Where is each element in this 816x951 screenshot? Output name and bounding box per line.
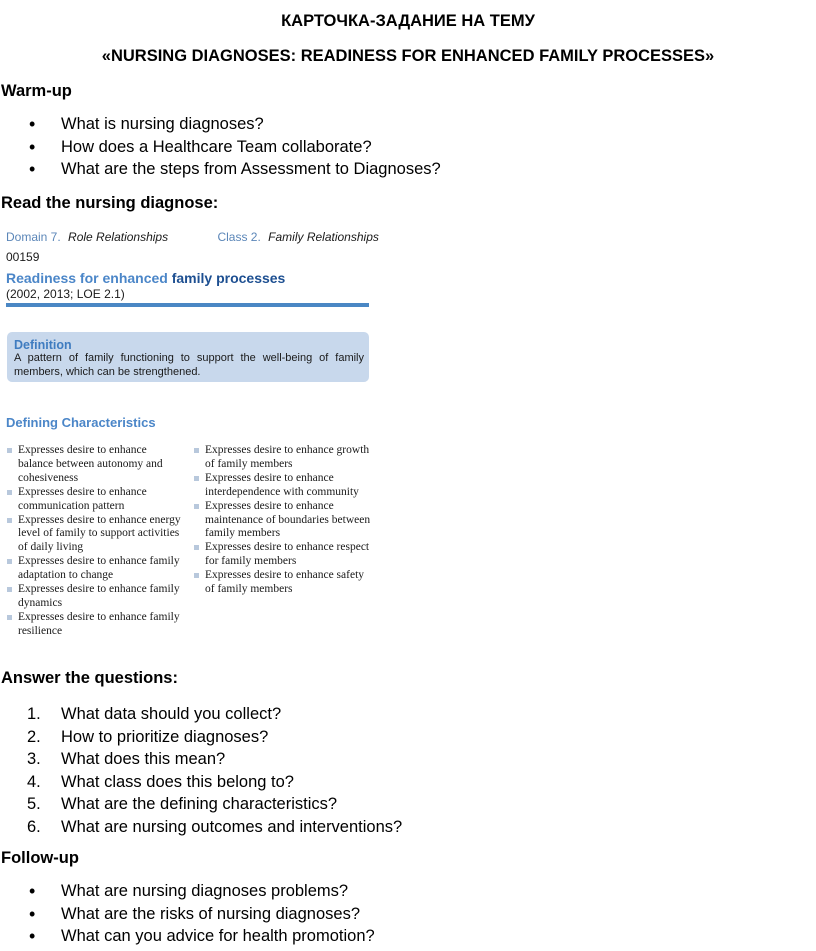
list-item: • What are nursing diagnoses problems? xyxy=(0,880,375,903)
defining-characteristics-label: Defining Characteristics xyxy=(6,415,156,430)
diagnosis-title-light: Readiness for enhanced xyxy=(6,270,168,286)
list-item: 1. What data should you collect? xyxy=(27,705,282,723)
list-item: Expresses desire to enhance balance between autonomy and cohesiveness xyxy=(6,444,184,486)
list-item: 5. What are the defining characteristics? xyxy=(27,795,338,813)
list-item: 3. What does this mean? xyxy=(27,750,226,768)
list-item: Expresses desire to enhance respect for family members xyxy=(193,541,371,569)
page-subtitle: «NURSING DIAGNOSES: READINESS FOR ENHANCED FAMILY PROCESSES» xyxy=(101,47,715,65)
class-name: Family Relationships xyxy=(268,230,379,244)
list-item: Expresses desire to enhance safety of family members xyxy=(193,569,371,597)
list-item: • What are the risks of nursing diagnoses? xyxy=(0,903,375,926)
domain-label: Domain 7. xyxy=(6,230,61,244)
list-item: Expresses desire to enhance family resilience xyxy=(6,611,184,639)
list-item: 6. What are nursing outcomes and interventions? xyxy=(27,817,403,836)
definition-text: A pattern of family functioning to support the well-being of family members, which can be strengthened. xyxy=(14,352,364,378)
characteristics-left-column xyxy=(6,444,184,639)
list-item: Expresses desire to enhance energy level of family to support activities of daily living xyxy=(6,514,184,556)
followup-heading: Follow-up xyxy=(1,849,79,867)
domain-class-row xyxy=(6,230,379,244)
diagnosis-card xyxy=(6,226,379,646)
list-item: Expresses desire to enhance growth of family members xyxy=(193,444,371,472)
diagnosis-code: 00159 xyxy=(6,250,40,264)
list-item: 2. How to prioritize diagnoses? xyxy=(27,727,269,746)
definition-box xyxy=(7,332,369,382)
definition-label: Definition xyxy=(14,338,72,352)
diagnosis-year: (2002, 2013; LOE 2.1) xyxy=(6,287,125,301)
list-item: • How does a Healthcare Team collaborate? xyxy=(0,136,441,159)
warmup-heading: Warm-up xyxy=(1,82,72,100)
class-label: Class 2. xyxy=(217,230,261,244)
warmup-list xyxy=(0,113,441,181)
characteristics-right-column xyxy=(193,444,371,597)
page-title: КАРТОЧКА-ЗАДАНИЕ НА ТЕМУ xyxy=(281,12,535,30)
list-item: Expresses desire to enhance family adaptation to change xyxy=(6,555,184,583)
list-item: Expresses desire to enhance family dynamics xyxy=(6,583,184,611)
diagnosis-title xyxy=(6,270,285,286)
answer-list xyxy=(0,703,402,838)
list-item: • What are the steps from Assessment to Diagnoses? xyxy=(0,158,441,181)
read-heading: Read the nursing diagnose: xyxy=(1,194,219,212)
list-item: Expresses desire to enhance communication pattern xyxy=(6,486,184,514)
list-item: 4. What class does this belong to? xyxy=(27,772,294,791)
list-item: • What can you advice for health promotion? xyxy=(0,925,375,948)
divider xyxy=(6,303,369,307)
domain-name: Role Relationships xyxy=(68,230,169,244)
followup-list xyxy=(0,880,375,948)
list-item: • What is nursing diagnoses? xyxy=(0,113,441,136)
list-item: Expresses desire to enhance interdependence with community xyxy=(193,472,371,500)
list-item: Expresses desire to enhance maintenance of boundaries between family members xyxy=(193,500,371,542)
diagnosis-title-dark: family processes xyxy=(171,270,286,286)
answer-heading: Answer the questions: xyxy=(1,669,178,687)
